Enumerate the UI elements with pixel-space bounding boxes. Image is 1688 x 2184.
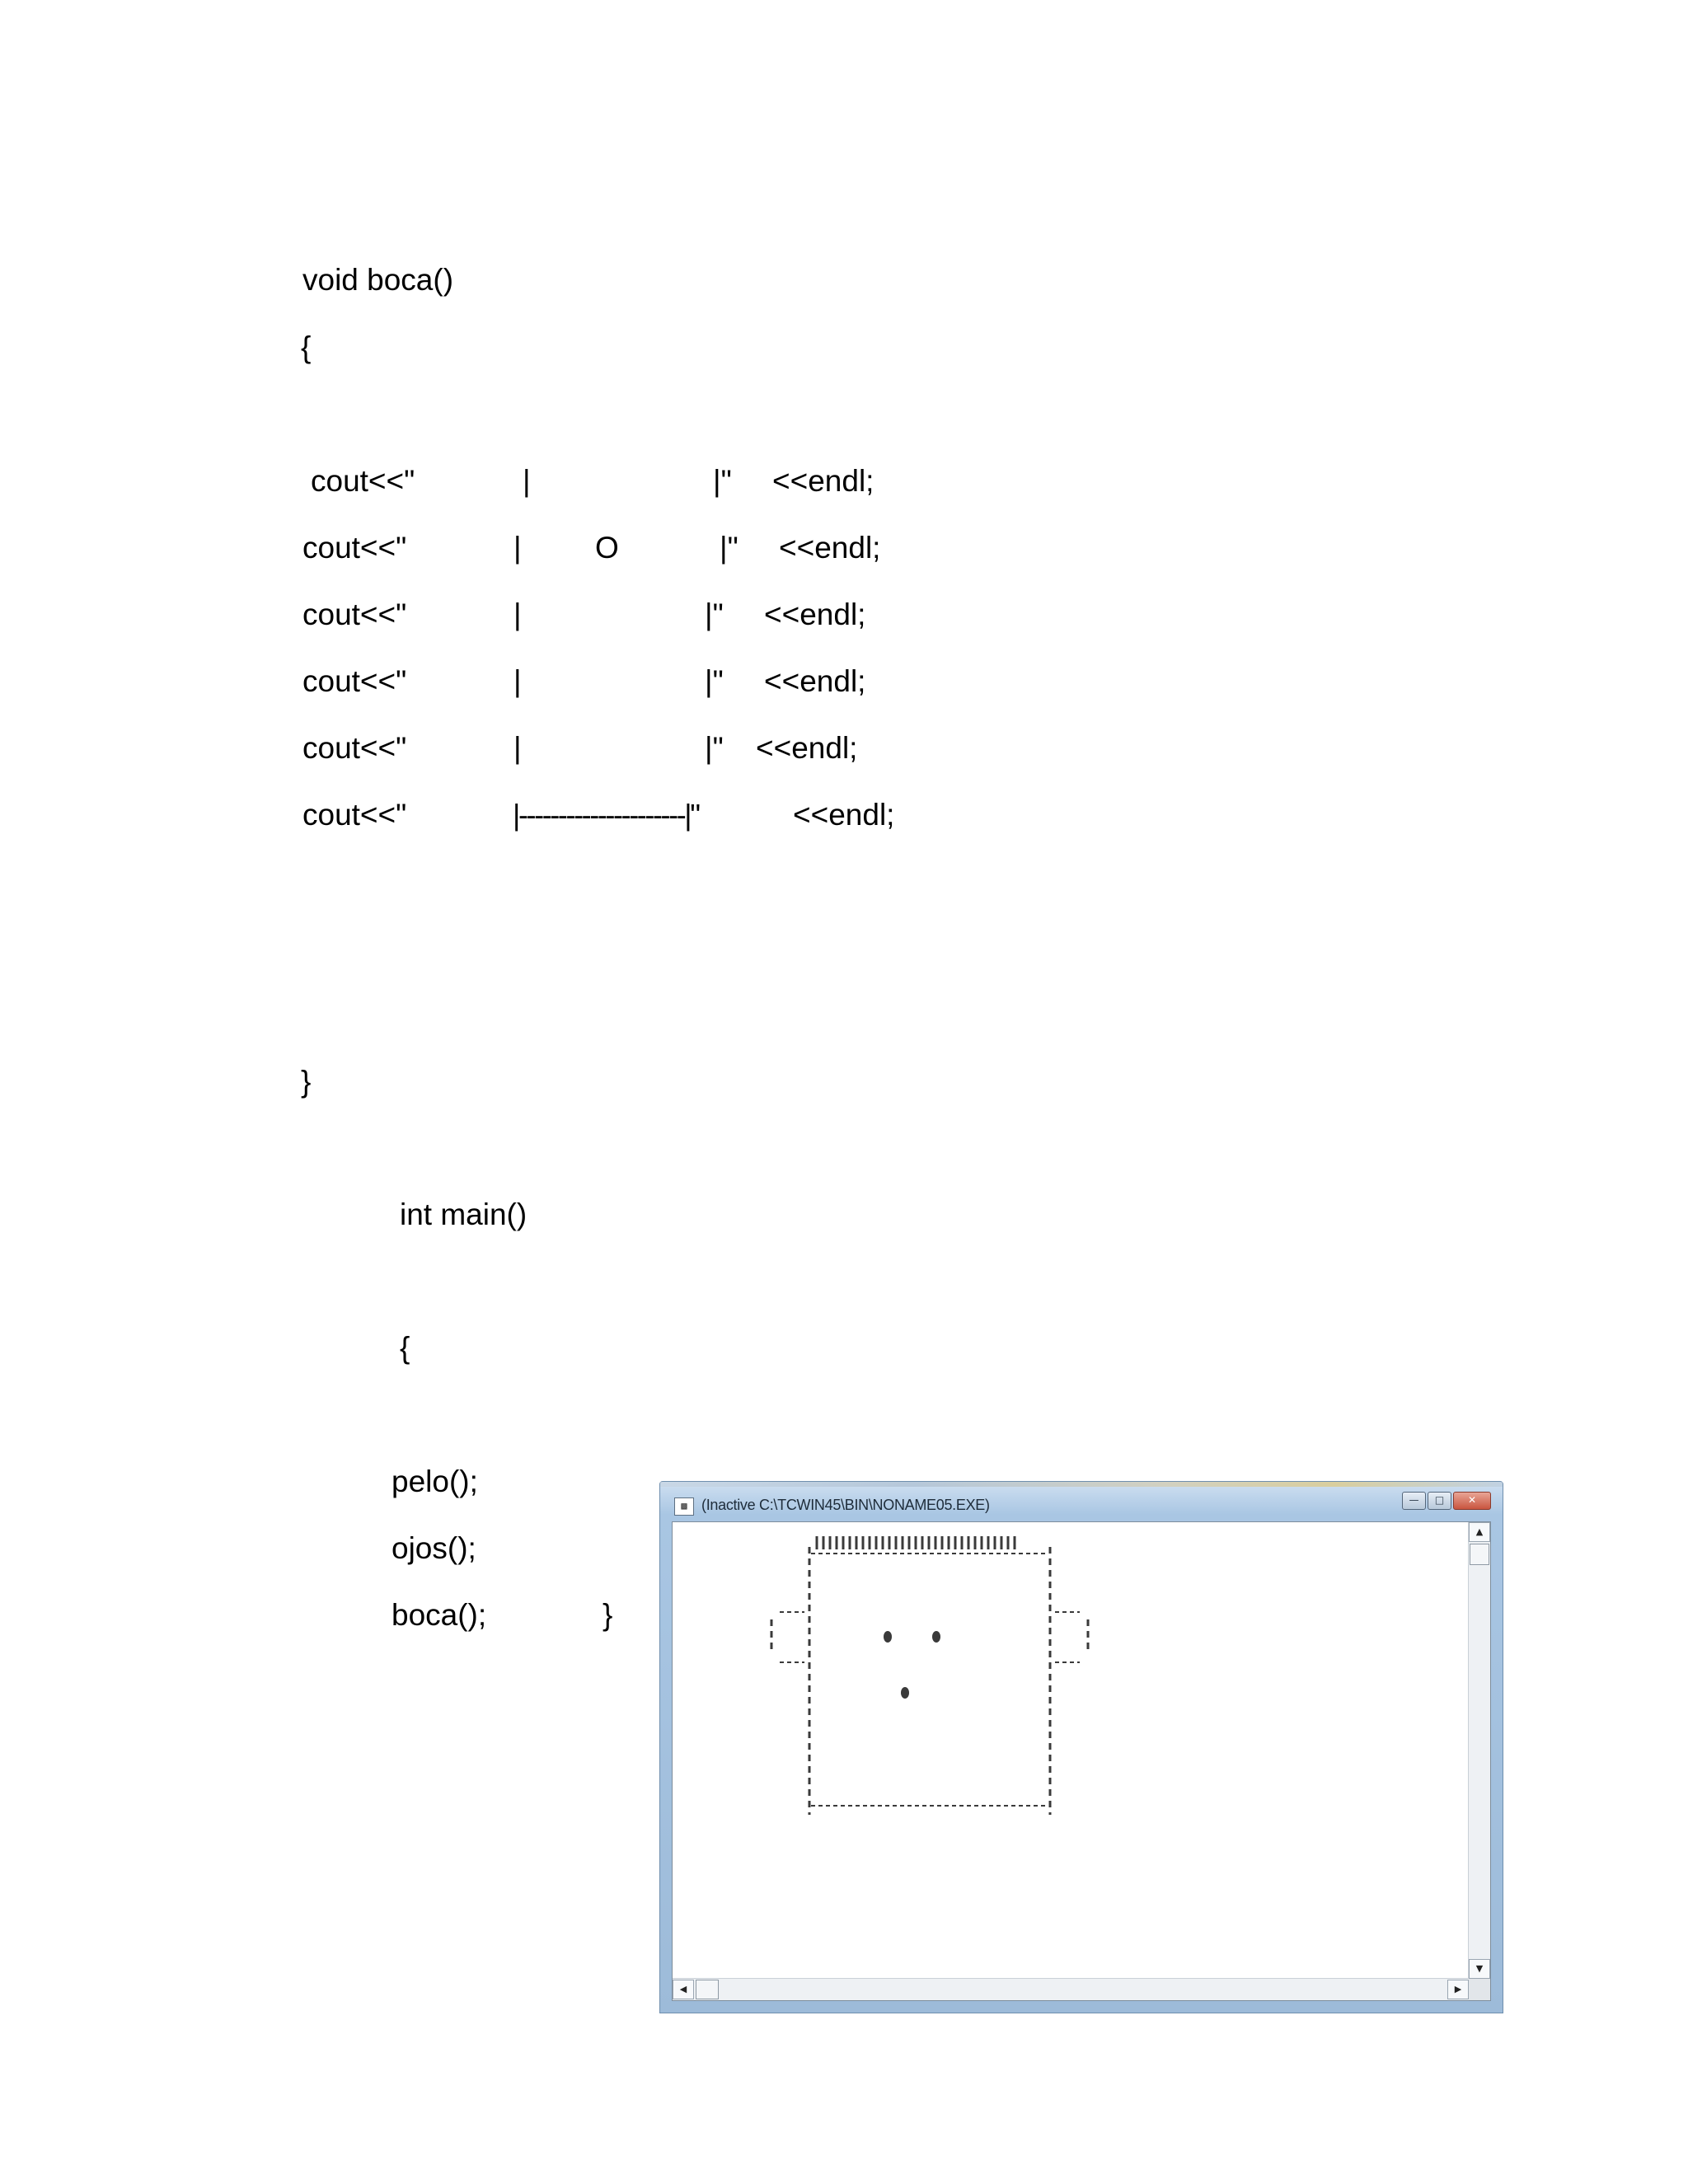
open-brace: { bbox=[400, 1331, 410, 1365]
cout-prefix: cout<<" bbox=[302, 664, 407, 698]
boca-signature: void boca() bbox=[302, 263, 454, 297]
cout-endl: <<endl; bbox=[793, 798, 895, 832]
cout-endl: <<endl; bbox=[772, 464, 874, 498]
cout-bar-left: | bbox=[513, 731, 522, 765]
cout-bottom-border: |---------------------|" bbox=[513, 798, 699, 832]
console-output bbox=[672, 1521, 1491, 2001]
vertical-scroll-thumb[interactable] bbox=[1470, 1544, 1489, 1565]
close-brace: } bbox=[603, 1598, 613, 1632]
cout-endl: <<endl; bbox=[764, 598, 866, 631]
cout-endl: <<endl; bbox=[764, 664, 866, 698]
cout-prefix: cout<<" bbox=[302, 598, 407, 631]
window-top-strip bbox=[660, 1482, 1503, 1487]
cout-bar-left: | bbox=[513, 598, 522, 631]
cout-bar-left: | bbox=[513, 531, 522, 565]
cout-endl: <<endl; bbox=[779, 531, 881, 565]
cout-prefix: cout<<" bbox=[302, 531, 407, 565]
console-window bbox=[659, 1481, 1503, 2013]
scroll-up-icon[interactable]: ▲ bbox=[1469, 1522, 1490, 1542]
mouth bbox=[901, 1687, 909, 1699]
ascii-face-output bbox=[673, 1522, 1491, 2001]
cout-bar-right: |" bbox=[705, 731, 724, 765]
vertical-scrollbar[interactable] bbox=[1468, 1522, 1490, 1979]
minimize-icon[interactable]: — bbox=[1402, 1492, 1426, 1510]
window-controls bbox=[1402, 1492, 1491, 1510]
open-brace: { bbox=[301, 330, 312, 364]
horizontal-scrollbar[interactable] bbox=[673, 1978, 1469, 2000]
cout-bar-left: | bbox=[513, 664, 522, 698]
horizontal-scroll-thumb[interactable] bbox=[696, 1980, 719, 1999]
cout-bar-right: |" bbox=[720, 531, 738, 565]
cout-prefix: cout<<" bbox=[311, 464, 415, 498]
close-icon[interactable]: ✕ bbox=[1453, 1492, 1491, 1510]
resize-grip-icon[interactable] bbox=[1469, 1979, 1490, 2000]
maximize-icon[interactable]: □ bbox=[1428, 1492, 1451, 1510]
cout-bar-left: | bbox=[523, 464, 531, 498]
right-eye bbox=[932, 1631, 940, 1643]
close-brace: } bbox=[301, 1065, 312, 1099]
scroll-down-icon[interactable]: ▼ bbox=[1469, 1959, 1490, 1979]
cout-bar-right: |" bbox=[705, 664, 724, 698]
scroll-left-icon[interactable]: ◀ bbox=[673, 1980, 694, 1999]
window-title: (Inactive C:\TCWIN45\BIN\NONAME05.EXE) bbox=[701, 1497, 990, 1513]
cout-bar-right: |" bbox=[713, 464, 732, 498]
cout-bar-right: |" bbox=[705, 598, 724, 631]
call-ojos: ojos(); bbox=[392, 1531, 476, 1565]
left-ear bbox=[780, 1612, 804, 1662]
cout-endl: <<endl; bbox=[756, 731, 858, 765]
hair-strands bbox=[817, 1536, 1015, 1549]
right-ear bbox=[1055, 1612, 1080, 1662]
main-signature: int main() bbox=[400, 1197, 528, 1231]
cout-prefix: cout<<" bbox=[302, 731, 407, 765]
left-eye bbox=[884, 1631, 892, 1643]
call-pelo: pelo(); bbox=[392, 1465, 478, 1498]
scroll-right-icon[interactable]: ▶ bbox=[1447, 1980, 1469, 1999]
console-app-icon[interactable]: ▩ bbox=[674, 1497, 694, 1516]
cout-mouth-o: O bbox=[595, 531, 619, 565]
call-boca: boca(); bbox=[392, 1598, 487, 1632]
cout-prefix: cout<<" bbox=[302, 798, 407, 832]
